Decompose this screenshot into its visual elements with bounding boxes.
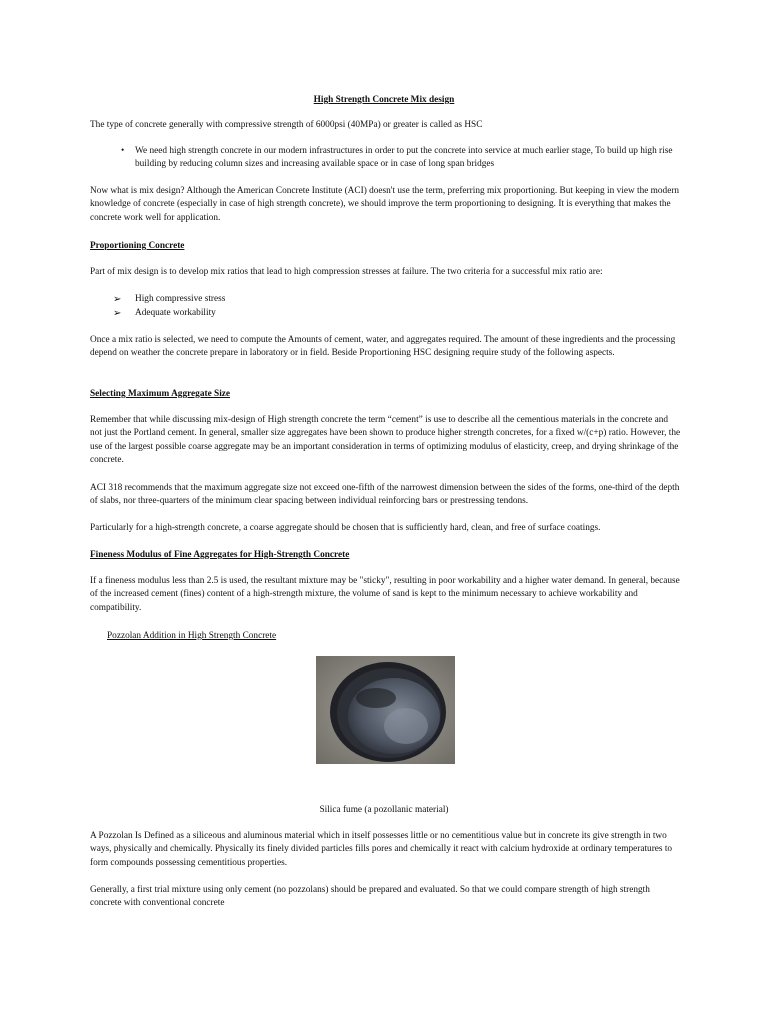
criteria-text: Adequate workability: [135, 308, 216, 318]
aggregate-size-paragraph-2: ACI 318 recommends that the maximum aggregate size not exceed one-fifth of the narrowest dimension between the sides of the forms, one-third of the depth of slabs, nor three-quarters of the minimum clear spacing between individual reinforcing bars or prestressing tendons.: [90, 483, 680, 507]
mix-design-paragraph: Now what is mix design? Although the American Concrete Institute (ACI) doesn't use the term, preferring mix proportioning. But keeping in view the modern knowledge of concrete (especially in case of high strength concrete), we should improve the term proportioning to designing. It is everything that makes the concrete work well for application.: [90, 186, 680, 223]
criteria-text: High compressive stress: [135, 294, 226, 304]
arrow-bullet-icon: ➢: [113, 294, 122, 305]
fineness-heading: Fineness Modulus of Fine Aggregates for High-Strength Concrete: [90, 550, 350, 560]
photo-caption: Silica fume (a pozollanic material): [319, 805, 449, 815]
silica-fume-photo: [316, 656, 455, 764]
fineness-paragraph: If a fineness modulus less than 2.5 is used, the resultant mixture may be "sticky", resulting in poor workability and a higher water demand. In general, because of the increased cement (fines) content of a high-strength mixture, the volume of sand is kept to the minimum necessary to achieve workability and compatibility.: [90, 576, 680, 613]
proportioning-heading: Proportioning Concrete: [90, 241, 185, 251]
aggregate-size-heading: Selecting Maximum Aggregate Size: [90, 389, 231, 399]
intro-paragraph: The type of concrete generally with compressive strength of 6000psi (40MPa) or greater is called as HSC: [90, 120, 483, 130]
proportioning-paragraph: Part of mix design is to develop mix ratios that lead to high compression stresses at failure. The two criteria for a successful mix ratio are:: [90, 267, 603, 277]
criteria-item: [113, 293, 673, 306]
document-title: High Strength Concrete Mix design: [313, 95, 455, 105]
bullet-dot-icon: •: [121, 146, 125, 156]
pozzolan-paragraph-2: Generally, a first trial mixture using only cement (no pozzolans) should be prepared and evaluated. So that we could compare strength of high strength concrete with conventional concrete: [90, 885, 650, 909]
arrow-bullet-icon: ➢: [113, 308, 122, 319]
intro-bullet-text: We need high strength concrete in our modern infrastructures in order to put the concrete into service at much earlier stage, To build up high rise building by reducing column sizes and increasing available space or in case of long span bridges: [135, 146, 673, 170]
pozzolan-heading: Pozzolan Addition in High Strength Concrete: [107, 631, 277, 641]
intro-bullet: [121, 145, 681, 172]
aggregate-size-paragraph-1: Remember that while discussing mix-design of High strength concrete the term “cement” is use to describe all the cementious materials in the concrete and not just the Portland cement. In general, smaller size aggregates have been shown to produce higher strength concretes, for a fixed w/(c+p) ratio. However, the use of the largest possible coarse aggregate may be an important consideration in terms of optimizing modulus of elasticity, creep, and drying shrinkage of the concrete.: [90, 415, 681, 466]
pozzolan-paragraph-1: A Pozzolan Is Defined as a siliceous and aluminous material which in itself possesses little or no cementitious value but in concrete its give strength in two ways, physically and chemically. Physically its finely divided particles fills pores and chemically it react with calcium hydroxide at ordinary temperatures to form compounds possessing cementitious properties.: [90, 831, 673, 868]
aggregate-size-paragraph-3: Particularly for a high-strength concrete, a coarse aggregate should be chosen that is sufficiently hard, clean, and free of surface coatings.: [90, 523, 601, 533]
silica-fume-bowl-image: [316, 656, 455, 764]
criteria-item: [113, 307, 673, 320]
mix-ratio-paragraph: Once a mix ratio is selected, we need to compute the Amounts of cement, water, and aggregates required. The amount of these ingredients and the processing depend on weather the concrete prepare in laboratory or in field. Beside Proportioning HSC designing require study of the following aspects.: [90, 335, 676, 359]
